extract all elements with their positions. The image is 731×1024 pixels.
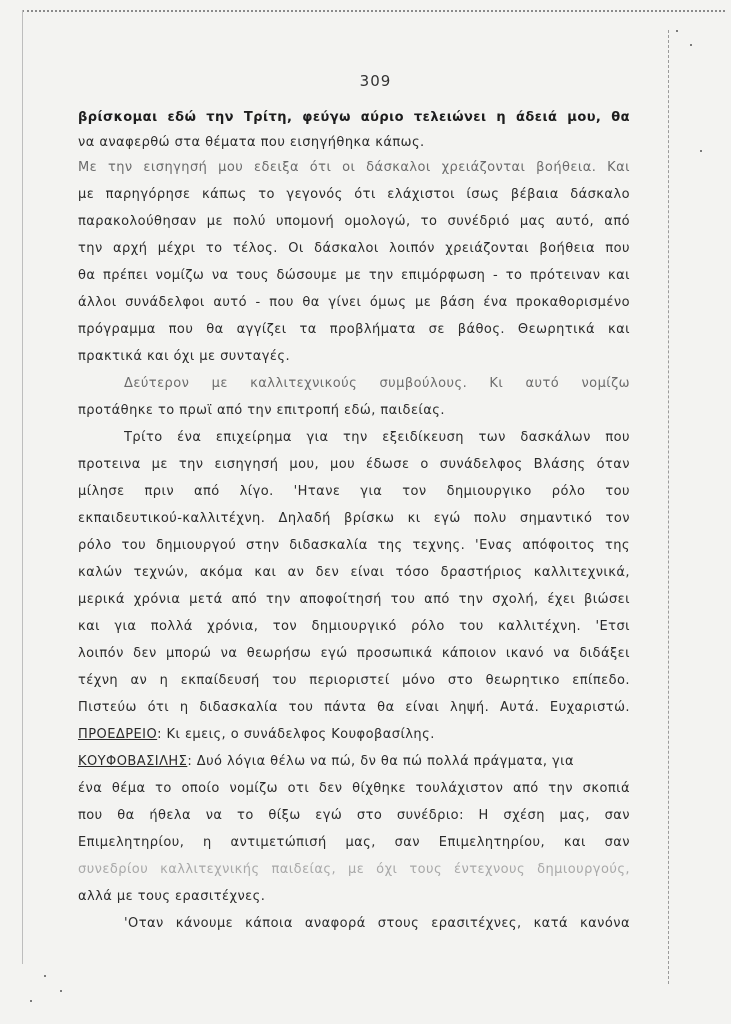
- text-line: βρίσκομαι εδώ την Τρίτη, φεύγω αύριο τελειώνει η άδειά μου, θα: [78, 110, 630, 125]
- text-line: άλλοι συνάδελφοι αυτό - που θα γίνει όμως με βάση ένα προκαθορισμένο: [78, 295, 630, 310]
- text-line: Δεύτερον με καλλιτεχνικούς συμβούλους. Κι αυτό νομίζω: [124, 376, 630, 391]
- speaker-line-koufovasilis: [78, 754, 630, 770]
- top-dotted-border: [22, 10, 725, 12]
- text-line: προτεινα με την εισηγησή μου, μου έδωσε ο συνάδελφος Βλάσης όταν: [78, 457, 630, 472]
- speaker-text: : Δυό λόγια θέλω να πώ, δν θα πώ πολλά πράγματα, για: [187, 754, 575, 769]
- left-page-edge: [22, 10, 23, 964]
- right-page-edge: [668, 30, 669, 984]
- text-line: συνεδρίου καλλιτεχνικής παιδείας, με όχι τους έντεχνους δημιουργούς,: [78, 862, 630, 877]
- text-line: τέχνη αν η εκπαίδευσή του περιοριστεί μόνο στο θεωρητικο επίπεδο.: [78, 673, 630, 688]
- scan-speck: [700, 150, 702, 152]
- text-line: καλών τεχνών, ακόμα και αν δεν είναι τόσο δραστήριος καλλιτεχνικά,: [78, 565, 630, 580]
- text-line: μίλησε πριν από λίγο. 'Ητανε για τον δημιουργικο ρόλο του: [78, 484, 630, 499]
- speaker-name: ΚΟΥΦΟΒΑΣΙΛΗΣ: [78, 754, 188, 769]
- speaker-name: ΠΡΟΕΔΡΕΙΟ: [78, 727, 158, 742]
- scan-speck: [690, 44, 692, 46]
- text-line: εκπαιδευτικού-καλλιτέχνη. Δηλαδή βρίσκω κι εγώ πολυ σημαντικό τον: [78, 511, 630, 526]
- text-line: που θα ήθελα να το θίξω εγώ στο συνέδριο: Η σχέση μας, σαν: [78, 808, 630, 823]
- text-line: πρόγραμμα που θα αγγίζει τα προβλήματα σε βάθος. Θεωρητικά και: [78, 322, 630, 337]
- scan-speck: [60, 990, 62, 992]
- text-line: αλλά με τους ερασιτέχνες.: [78, 889, 266, 904]
- text-line: 'Οταν κάνουμε κάποια αναφορά στους ερασιτέχνες, κατά κανόνα: [124, 916, 630, 931]
- text-line: πρακτικά και όχι με συνταγές.: [78, 349, 291, 364]
- text-line: λοιπόν δεν μπορώ να θεωρήσω εγώ προσωπικά κάποιον ικανό να διδάξει: [78, 646, 630, 661]
- scan-speck: [676, 30, 678, 32]
- text-line: να αναφερθώ στα θέματα που εισηγήθηκα κάπως.: [78, 135, 425, 150]
- speaker-line-presidium: [78, 727, 630, 743]
- text-line: παρακολούθησαν με πολύ υπομονή ομολογώ, το συνέδριό μας αυτό, από: [78, 214, 630, 229]
- page-number: 309: [359, 72, 392, 90]
- speaker-text: : Κι εμεις, ο συνάδελφος Κουφοβασίλης.: [157, 727, 435, 742]
- text-line: ρόλο του δημιουργού στην διδασκαλία της τεχνης. 'Ενας απόφοιτος της: [78, 538, 630, 553]
- text-line: ένα θέμα το οποίο νομίζω οτι δεν θίχθηκε τουλάχιστον από την σκοπιά: [78, 781, 630, 796]
- text-line: με παρηγόρησε κάπως το γεγονός ότι ελάχιστοι ίσως βέβαια δάσκαλο: [78, 187, 630, 202]
- text-line: την αρχή μέχρι το τέλος. Οι δάσκαλοι λοιπόν χρειάζονται βοήθεια που: [78, 241, 630, 256]
- text-line: Πιστεύω ότι η διδασκαλία του πάντα θα είναι ληψή. Αυτά. Ευχαριστώ.: [78, 700, 630, 715]
- text-line: Τρίτο ένα επιχείρημα για την εξειδίκευση των δασκάλων που: [124, 430, 630, 445]
- text-line: προτάθηκε το πρωϊ από την επιτροπή εδώ, παιδείας.: [78, 403, 445, 418]
- text-line: Με την εισηγησή μου εδειξα ότι οι δάσκαλοι χρειάζονται βοήθεια. Και: [78, 160, 630, 175]
- text-line: και για πολλά χρόνια, τον δημιουργικό ρόλο του καλλιτέχνη. 'Ετσι: [78, 619, 630, 634]
- scan-speck: [30, 1000, 32, 1002]
- scan-speck: [44, 975, 46, 977]
- text-line: Επιμελητηρίου, η αντιμετώπισή μας, σαν Επιμελητηρίου, και σαν: [78, 835, 630, 850]
- text-line: μερικά χρόνια μετά από την αποφοίτησή του από την σχολή, έχει βιώσει: [78, 592, 630, 607]
- text-line: θα πρέπει νομίζω να τους δώσουμε με την επιμόρφωση - το πρότειναν και: [78, 268, 630, 283]
